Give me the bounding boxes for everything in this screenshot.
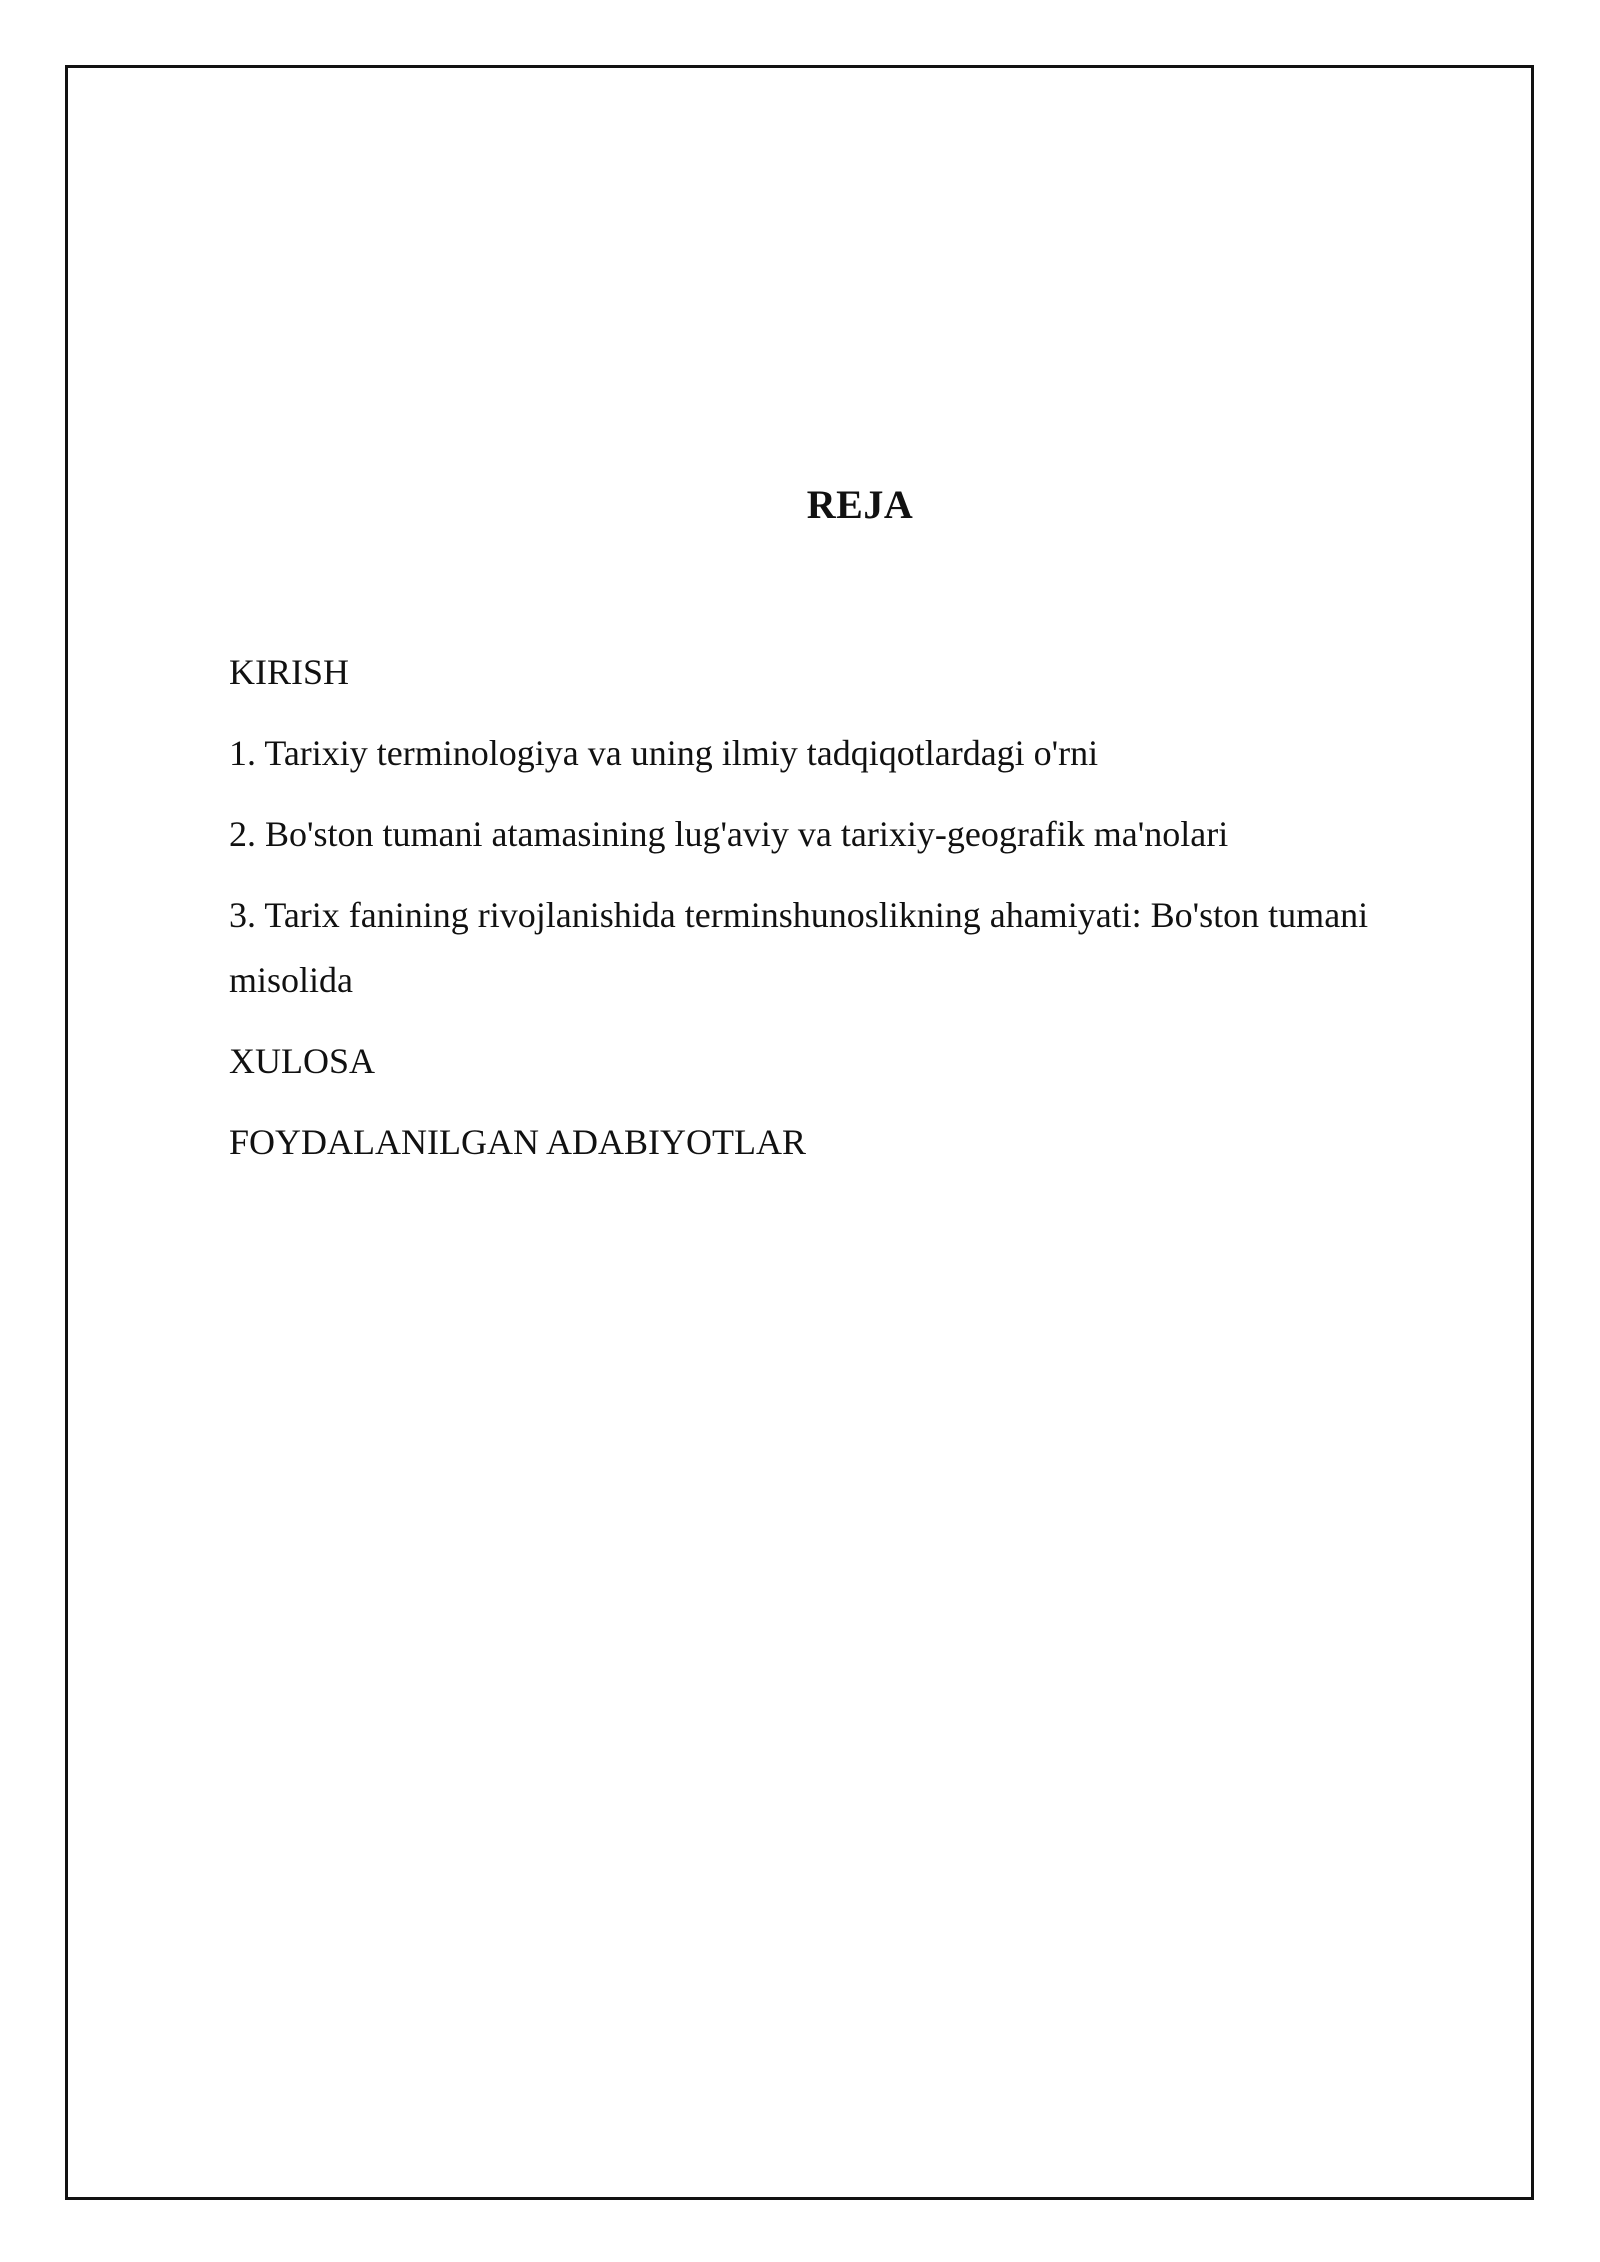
plan-item-1: 1. Tarixiy terminologiya va uning ilmiy tadqiqotlardagi o'rni [229,733,1099,773]
page-title: REJA [806,481,914,527]
plan-item-2: 2. Bo'ston tumani atamasining lug'aviy va tarixiy-geografik ma'nolari [229,814,1229,854]
plan-item-3: 3. Tarix fanining rivojlanishida terminshunoslikning ahamiyati: Bo'ston tumani misolida [229,895,1369,1000]
plan-item-conclusion: XULOSA [229,1041,376,1081]
plan-item-references: FOYDALANILGAN ADABIYOTLAR [229,1122,806,1162]
plan-item-introduction: KIRISH [229,652,350,692]
plan-list [229,640,1459,1191]
